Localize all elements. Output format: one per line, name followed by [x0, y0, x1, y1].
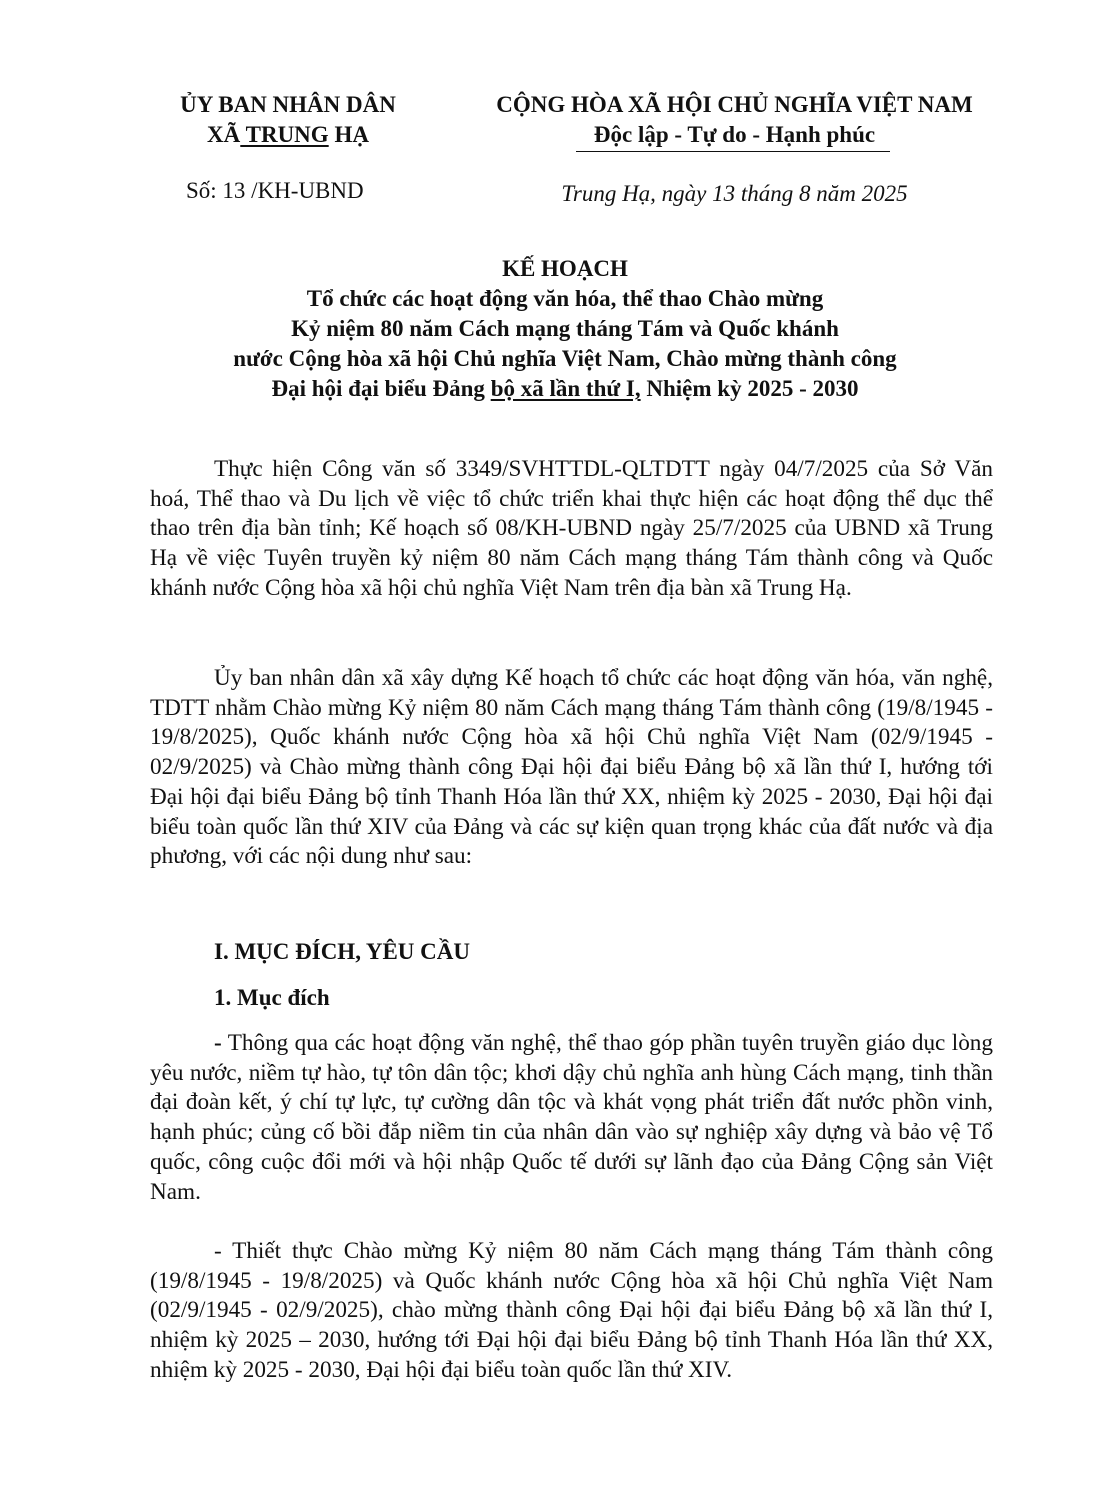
document-subtitle-line2: Kỷ niệm 80 năm Cách mạng tháng Tám và Quốc khánh: [291, 316, 839, 341]
bullet-dash: -: [214, 1030, 222, 1056]
national-motto: Độc lập - Tự do - Hạnh phúc: [593, 122, 876, 147]
subtitle-line4-suffix: Nhiệm kỳ 2025 - 2030: [640, 376, 859, 401]
issuing-org-suffix: HẠ: [328, 122, 369, 147]
subsection-heading-1: 1. Mục đích: [214, 985, 330, 1010]
document-subtitle-line1: Tổ chức các hoạt động văn hóa, thể thao Chào mừng: [306, 286, 824, 311]
document-subtitle-line4: [150, 376, 980, 402]
document-subtitle-line3: nước Cộng hòa xã hội Chủ nghĩa Việt Nam, Chào mừng thành công: [233, 346, 897, 371]
issuing-org-underlined: TRUNG: [240, 122, 329, 147]
body-paragraph-2: Ủy ban nhân dân xã xây dựng Kế hoạch tổ chức các hoạt động văn hóa, văn nghệ, TDTT nhằm Chào mừng Kỷ niệm 80 năm Cách mạng tháng Tám thành công (19/8/1945 - 19/8/2025), Quốc khánh nước Cộng hòa xã hội Chủ nghĩa Việt Nam (02/9/1945 - 02/9/2025) và Chào mừng thành công Đại hội đại biểu Đảng bộ xã lần thứ I, hướng tới Đại hội đại biểu Đảng bộ tỉnh Thanh Hóa lần thứ XX, nhiệm kỳ 2025 - 2030, Đại hội đại biểu toàn quốc lần thứ XIV của Đảng và các sự kiện quan trọng khác của đất nước và địa phương, với các nội dung như sau:: [150, 665, 993, 870]
motto-underline: [576, 151, 890, 152]
body-paragraph-1: Thực hiện Công văn số 3349/SVHTTDL-QLTDTT ngày 04/7/2025 của Sở Văn hoá, Thể thao và Du lịch về việc tổ chức triển khai thực hiện các hoạt động thể dục thể thao trên địa bàn tỉnh; Kế hoạch số 08/KH-UBND ngày 25/7/2025 của UBND xã Trung Hạ về việc Tuyên truyền kỷ niệm 80 năm Cách mạng tháng Tám thành công và Quốc khánh nước Cộng hòa xã hội chủ nghĩa Việt Nam trên địa bàn xã Trung Hạ.: [150, 456, 993, 601]
subtitle-line4-underlined: bộ xã lần thứ I,: [490, 376, 641, 401]
document-number: Số: 13 /KH-UBND: [186, 178, 364, 203]
body-paragraph-3: [150, 1029, 993, 1207]
document-type-title: KẾ HOẠCH: [502, 256, 628, 281]
body-paragraph-3-text: Thông qua các hoạt động văn nghệ, thể thao góp phần tuyên truyền giáo dục lòng yêu nước, niềm tự hào, tự tôn dân tộc; khơi dậy chủ nghĩa anh hùng Cách mạng, tinh thần đại đoàn kết, ý chí tự lực, tự cường dân tộc và khát vọng phát triển đất nước phồn vinh, hạnh phúc; củng cố bồi đắp niềm tin của nhân dân vào sự nghiệp xây dựng và bảo vệ Tổ quốc, công cuộc đổi mới và hội nhập Quốc tế dưới sự lãnh đạo của Đảng Cộng sản Việt Nam.: [150, 1030, 993, 1205]
section-heading-1: I. MỤC ĐÍCH, YÊU CẦU: [214, 939, 470, 964]
place-and-date: Trung Hạ, ngày 13 tháng 8 năm 2025: [561, 181, 908, 206]
national-title: CỘNG HÒA XÃ HỘI CHỦ NGHĨA VIỆT NAM: [496, 92, 973, 117]
subtitle-line4-prefix: Đại hội đại biểu Đảng: [271, 376, 491, 401]
body-paragraph-4: - Thiết thực Chào mừng Kỷ niệm 80 năm Cách mạng tháng Tám thành công (19/8/1945 - 19/8/2025) và Quốc khánh nước Cộng hòa xã hội Chủ nghĩa Việt Nam (02/9/1945 - 02/9/2025), chào mừng thành công Đại hội đại biểu Đảng bộ xã lần thứ I, nhiệm kỳ 2025 – 2030, hướng tới Đại hội đại biểu Đảng bộ tỉnh Thanh Hóa lần thứ XX, nhiệm kỳ 2025 - 2030, Đại hội đại biểu toàn quốc lần thứ XIV.: [150, 1238, 993, 1383]
issuing-org-prefix: XÃ: [207, 122, 241, 147]
issuing-org-line1: ỦY BAN NHÂN DÂN: [180, 92, 396, 117]
issuing-org-line2: [172, 122, 404, 148]
